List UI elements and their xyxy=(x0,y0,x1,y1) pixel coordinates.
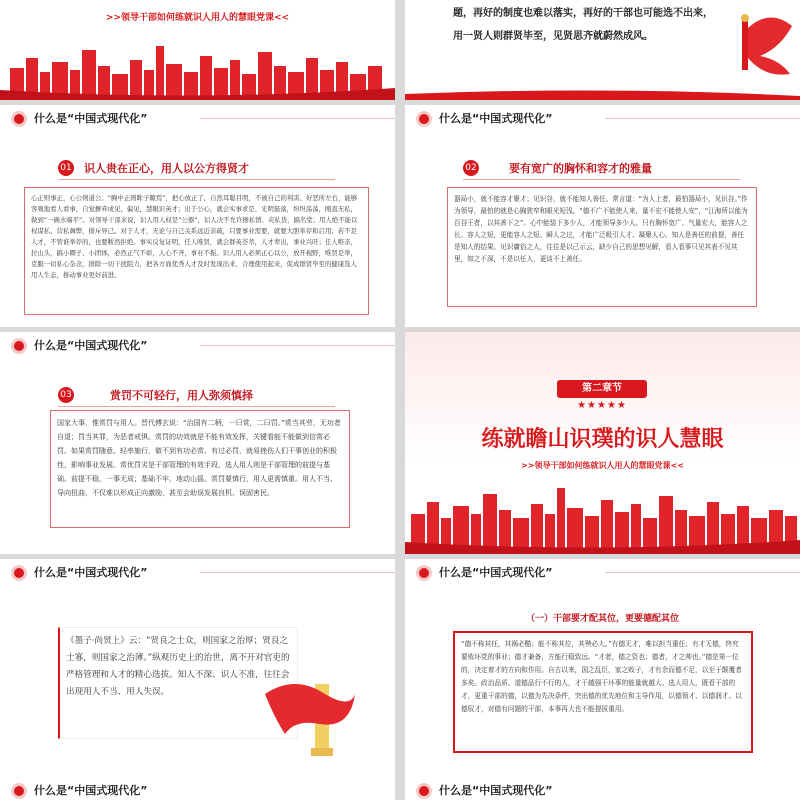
header-dot-icon xyxy=(419,568,429,578)
card-text: 国家大事，惟赏罚与用人。晋代傅玄说：“治国有二柄，一曰赏，二曰罚。”赏当其劳，无功者自退；罚当其罪，为恶者戒惧。赏罚的功效就是不能有效发挥，关键看能不能做到信赏必罚。如果赏罚随意、轻率施行，做不到有功必赏、有过必罚，就易挫伤人们干事创业的积极性，影响事业发展。赏优罚劣是干部管理的有效手段，选人用人则是干部管理的前提与基础。前提不稳，一事无成；基础不牢，地动山摇。赏罚要慎行，用人更需慎重。用人不当、导向扭曲，不仅难以形成正向激励，甚至会助误发展良机、误固害民。 xyxy=(57,419,341,497)
content-card xyxy=(50,410,350,528)
slide-header xyxy=(0,778,395,800)
content-card xyxy=(447,187,757,307)
section-title: 什么是“中国式现代化” xyxy=(439,784,553,797)
slide-section-03[interactable] xyxy=(0,332,395,554)
slide-quote[interactable] xyxy=(0,559,395,800)
slide-section-01[interactable] xyxy=(0,105,395,327)
slide-header xyxy=(0,332,395,354)
header-dot-icon xyxy=(14,341,24,351)
chapter-subtitle: >>领导干部如何练就识人用人的慧眼党课<< xyxy=(521,461,684,470)
card-text: 《墨子·尚贤上》云：“贤良之士众，则国家之治厚；贤良之士寡，则国家之治薄。”纵观历史上的治世，离不开对官吏的严格管理和人才的精心选拔。知人不深、识人不准，往往会出现用人不当、用人失误。 xyxy=(66,636,290,697)
red-ribbon-flag-illustration xyxy=(720,8,800,78)
slide-text: 题，再好的制度也难以落实，再好的干部也可能选不出来，用一贤人则群贤毕至，见贤思齐就蔚然成风。 xyxy=(453,8,713,42)
header-dot-icon xyxy=(14,114,24,124)
stars-decoration-icon: ★★★★★ xyxy=(577,400,627,411)
section-badge: 03 xyxy=(58,387,74,403)
header-divider xyxy=(200,118,395,119)
slide-header xyxy=(405,559,800,581)
chapter-label: 第二章节 xyxy=(557,380,647,398)
header-dot-icon xyxy=(14,568,24,578)
section-title: 什么是“中国式现代化” xyxy=(34,112,148,125)
slide-section-04[interactable] xyxy=(405,559,800,800)
slide-bottom-left-partial[interactable] xyxy=(0,778,395,800)
section-subtitle: 要有宽广的胸怀和容才的雅量 xyxy=(509,162,652,175)
section-badge: 01 xyxy=(58,160,74,176)
section-subtitle: （一）干部要才配其位，更要德配其位 xyxy=(525,614,679,624)
city-skyline-illustration xyxy=(0,40,395,100)
section-subtitle: 识人贵在正心，用人以公方得贤才 xyxy=(84,162,249,175)
slide-header xyxy=(0,105,395,127)
slide-header xyxy=(405,778,800,800)
header-divider xyxy=(200,345,395,346)
subtitle-underline xyxy=(463,179,740,180)
section-subtitle: 赏罚不可轻行，用人弥须慎择 xyxy=(110,389,253,402)
section-title: 什么是“中国式现代化” xyxy=(34,566,148,579)
red-ribbon-flag-illustration xyxy=(255,654,365,764)
section-title: 什么是“中国式现代化” xyxy=(34,784,148,797)
slide-chapter-cover[interactable] xyxy=(405,332,800,554)
slide-top-right[interactable] xyxy=(405,0,800,100)
header-divider xyxy=(605,572,800,573)
slide-section-02[interactable] xyxy=(405,105,800,327)
content-card xyxy=(453,631,753,753)
card-text: 器局小，就不能容才聚才；见识谷，就不能知人善任。常言道：“为人上者，最怕器局小，见识谷。”作为领导，最怕的就是心胸狭窄和眼光短浅。“德不广不能使人来，量不宏不能使人安”，“江海所以能为百谷王者，以其善下之”。心中能装下多少人，才能领导多少人。只有胸怀宽广、气量宏大，能容人之长、容人之短，更能容人之短、瞬人之过，才能广泛吸引人才、凝聚人心。知人是善任的前提，善任是知人的结果。见识庸俗之人，往往是以己示云，缺少自己的思想见解，看人看事只见其表不见其里，知之不深，不是以任人，更谈不上善任。 xyxy=(454,195,748,263)
section-title: 什么是“中国式现代化” xyxy=(439,566,553,579)
slide-top-left[interactable] xyxy=(0,0,395,100)
slide-header xyxy=(0,559,395,581)
header-dot-icon xyxy=(14,786,24,796)
header-dot-icon xyxy=(419,786,429,796)
subtitle-underline xyxy=(58,406,335,407)
card-text: “德不称其任，其祸必酷；能不称其位，其殃必大。”有德无才，难以担当重任；有才无德，终究要败坏党的事业；德才兼备，方能行稳致远。“才者，德之资也；德者，才之帅也。”德是第一位的，决定着才的方向和作用。自古以来，国之乱臣，家之败子，才有余而德不足，以至于颠覆者多矣。政治品质、道德品行不行的人，才干越强干坏事的能量就越大。选人用人，既看干部的才，更重干部的德，以德为先决条件，突出德的优先地位和主导作用，以德领才、以德润才、以德驭才，对德有问题的干部，本事再大也不能提拔重用。 xyxy=(461,640,742,713)
slide-subtitle: >>领导干部如何练就识人用人的慧眼党课<< xyxy=(105,13,290,23)
header-dot-icon xyxy=(419,114,429,124)
slide-header xyxy=(405,105,800,127)
section-title: 什么是“中国式现代化” xyxy=(439,112,553,125)
section-title: 什么是“中国式现代化” xyxy=(34,339,148,352)
chapter-title: 练就瞻山识璞的识人慧眼 xyxy=(481,427,724,452)
city-skyline-illustration xyxy=(405,484,800,554)
section-badge: 02 xyxy=(463,160,479,176)
slide-bottom-right-partial[interactable] xyxy=(405,778,800,800)
card-text: 心正则事正，心公则道公。“胸中正则眸子瞭焉”，把心放正了，自然耳聪目明，不被自己的利害、好恶所左右，能够客观地看人看事，自觉摒弃成见、偏见，慧眼识英才；出于公心，就会实事求是、光明磊落，坦坦荡荡，刚直无私，做到“一碗水端平”。对领导干部来说，识人用人权是“公器”，识人决不允许掺私情、夹私货，搞名堂；用人绝不能以权谋私、营私舞弊，排斥异己。对于人才，无论与自己关系远近亲疏，只要事业需要，就要大胆举荐和启用；若不是人才，不管谁举荐的，也要断然拒绝。事实反复证明，任人唯贤，就会群英荟萃，人才辈出，事业兴旺；任人唯亲，拉山头，搞小圈子、小团体，必然正气不彰，人心不齐，事业不振。识人用人必须正心以公，放开视野，唯贤是举，克服一切私心杂念，排除一切干扰阻力，把各方面优秀人才及时发现出来、合理使用起来，促成群贤毕至的健康选人用人生态，推动事业更好前进。 xyxy=(31,194,358,279)
header-divider xyxy=(200,572,395,573)
subtitle-underline xyxy=(58,179,335,180)
content-card xyxy=(24,187,369,315)
bottom-wave-decoration xyxy=(405,86,800,100)
header-divider xyxy=(605,118,800,119)
